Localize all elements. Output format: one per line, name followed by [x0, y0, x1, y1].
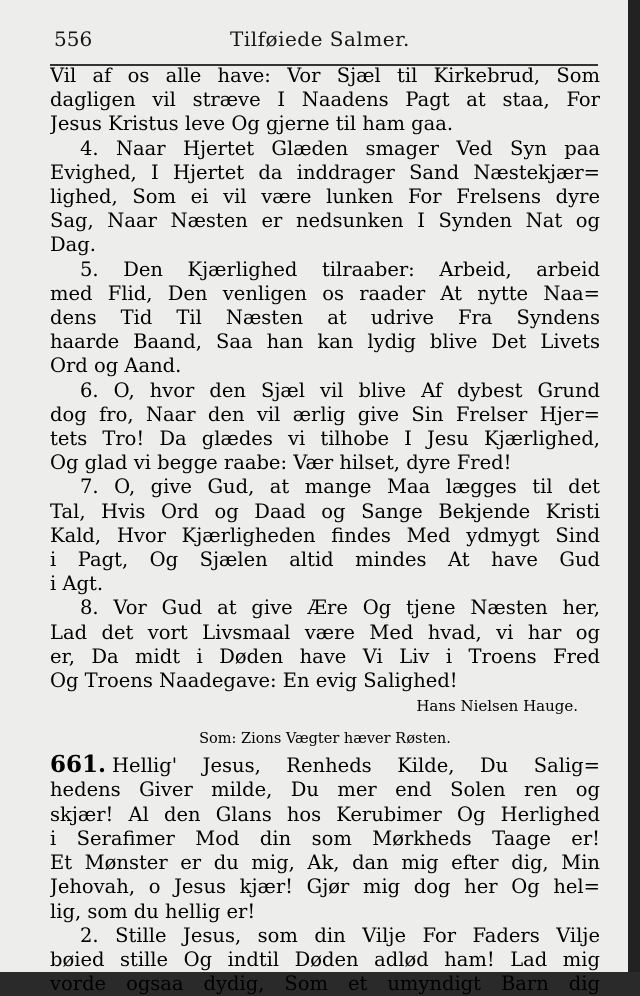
text-line: Og glad vi begge raabe: Vær hilset, dyre Fred! [50, 451, 512, 475]
text-line: Jehovah, o Jesus kjær! Gjør mig dog her Og hel= [50, 875, 600, 899]
text-line: 8. Vor Gud at give Ære Og tjene Næsten her, [80, 596, 600, 620]
text-line: Dag. [50, 233, 96, 257]
page-header [50, 24, 598, 58]
tune-reference: Som: Zions Vægter hæver Røsten. [199, 731, 451, 748]
text-line: dens Tid Til Næsten at udrive Fra Syndens [50, 306, 600, 330]
hymn-number: 661. [50, 753, 107, 779]
text-line: Ord og Aand. [50, 354, 182, 378]
page-edge [628, 0, 640, 972]
text-line: Vil af os alle have: Vor Sjæl til Kirkebrud, Som [50, 64, 600, 87]
text-line: vorde ogsaa dydig, Som et umyndigt Barn dig [50, 972, 600, 996]
text-line: Hellig' Jesus, Renheds Kilde, Du Salig= [112, 754, 600, 778]
text-line: hedens Giver milde, Du mer end Solen ren og [50, 778, 600, 802]
text-line: Lad det vort Livsmaal være Med hvad, vi har og [50, 620, 600, 644]
text-line: med Flid, Den venligen os raader At nytte Naa= [50, 281, 600, 305]
text-line: 5. Den Kjærlighed tilraaber: Arbeid, arbeid [80, 257, 600, 281]
text-line: lighed, Som ei vil være lunken For Frelsens dyre [50, 185, 600, 209]
text-line: i Agt. [50, 572, 104, 596]
text-line: Og Troens Naadegave: En evig Salighed! [50, 669, 458, 693]
text-line: Jesus Kristus leve Og gjerne til ham gaa. [50, 112, 454, 136]
running-title: Tilføiede Salmer. [230, 27, 410, 51]
text-line: dog fro, Naar den vil ærlig give Sin Frelser Hjer= [50, 402, 600, 426]
text-line: 6. O, hvor den Sjæl vil blive Af dybest Grund [80, 378, 600, 402]
text-line: i Serafimer Mod din som Mørkheds Taage er! [50, 826, 600, 850]
text-line: Evighed, I Hjertet da inddrager Sand Næstekjær= [50, 160, 600, 184]
text-line: Kald, Hvor Kjærligheden findes Med ydmygt Sind [50, 523, 600, 547]
text-line: skjær! Al den Glans hos Kerubimer Og Herlighed [50, 802, 600, 826]
text-line: tets Tro! Da glædes vi tilhobe I Jesu Kjærlighed, [50, 427, 600, 451]
text-line: 2. Stille Jesus, som din Vilje For Faders Vilje [80, 923, 600, 947]
text-line: Sag, Naar Næsten er nedsunken I Synden Nat og [50, 209, 600, 233]
text-line: lig, som du hellig er! [50, 899, 256, 923]
text-line: 7. O, give Gud, at mange Maa lægges til det [80, 475, 600, 499]
text-line: er, Da midt i Døden have Vi Liv i Troens Fred [50, 644, 600, 668]
text-line: Tal, Hvis Ord og Daad og Sange Bekjende Kristi [50, 499, 600, 523]
hymn-first-line [50, 753, 600, 778]
text-line: bøied stille Og indtil Døden adlød ham! Lad mig [50, 947, 600, 971]
text-line: i Pagt, Og Sjælen altid mindes At have Gud [50, 548, 600, 572]
author-signature: Hans Nielsen Hauge. [416, 697, 578, 716]
text-line: haarde Baand, Saa han kan lydig blive Det Livets [50, 330, 600, 354]
text-line: 4. Naar Hjertet Glæden smager Ved Syn paa [80, 136, 600, 160]
hymn-text [50, 64, 600, 996]
text-line: Et Mønster er du mig, Ak, dan mig efter dig, Min [50, 851, 600, 875]
text-line: dagligen vil stræve I Naadens Pagt at staa, For [50, 88, 600, 112]
page-number: 556 [54, 27, 93, 51]
